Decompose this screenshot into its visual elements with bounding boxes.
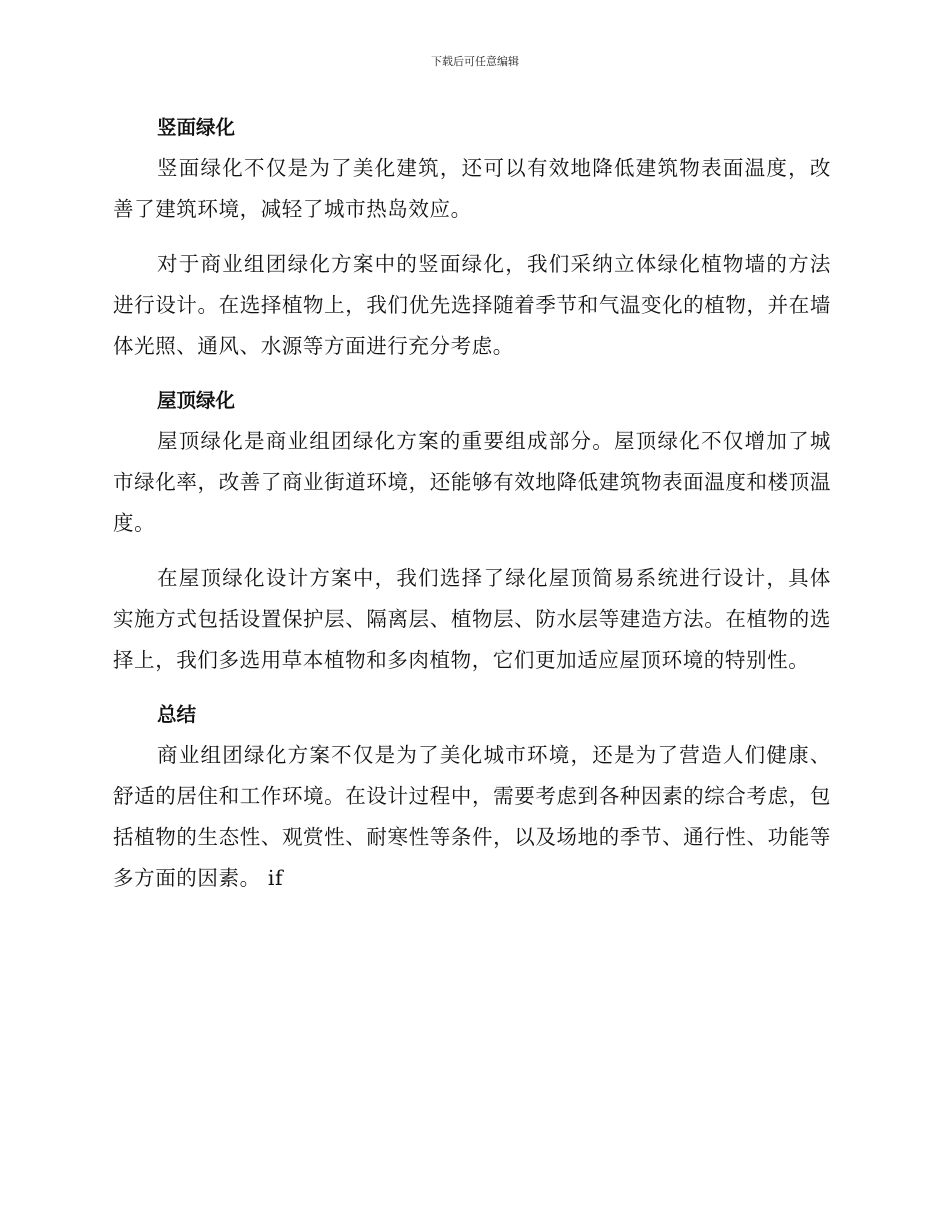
- document-body: [113, 108, 831, 913]
- paragraph: 商业组团绿化方案不仅是为了美化城市环境，还是为了营造人们健康、舒适的居住和工作环境。在设计过程中，需要考虑到各种因素的综合考虑，包括植物的生态性、观赏性、耐寒性等条件，以及场地的季节、通行性、功能等多方面的因素。 if: [113, 743, 831, 890]
- section-heading-summary: 总结: [157, 703, 197, 726]
- section-heading-roof-greening: 屋顶绿化: [157, 389, 236, 412]
- paragraph: 在屋顶绿化设计方案中，我们选择了绿化屋顶简易系统进行设计，具体实施方式包括设置保护层、隔离层、植物层、防水层等建造方法。在植物的选择上，我们多选用草本植物和多肉植物，它们更加适应屋顶环境的特别性。: [113, 566, 831, 672]
- paragraph: 屋顶绿化是商业组团绿化方案的重要组成部分。屋顶绿化不仅增加了城市绿化率，改善了商业街道环境，还能够有效地降低建筑物表面温度和楼顶温度。: [113, 429, 831, 535]
- paragraph: 竖面绿化不仅是为了美化建筑，还可以有效地降低建筑物表面温度，改善了建筑环境，减轻了城市热岛效应。: [113, 156, 831, 221]
- section-heading-vertical-greening: 竖面绿化: [157, 116, 236, 139]
- page-header-note: 下载后可任意编辑: [431, 55, 519, 68]
- paragraph: 对于商业组团绿化方案中的竖面绿化，我们采纳立体绿化植物墙的方法进行设计。在选择植物上，我们优先选择随着季节和气温变化的植物，并在墙体光照、通风、水源等方面进行充分考虑。: [113, 252, 831, 358]
